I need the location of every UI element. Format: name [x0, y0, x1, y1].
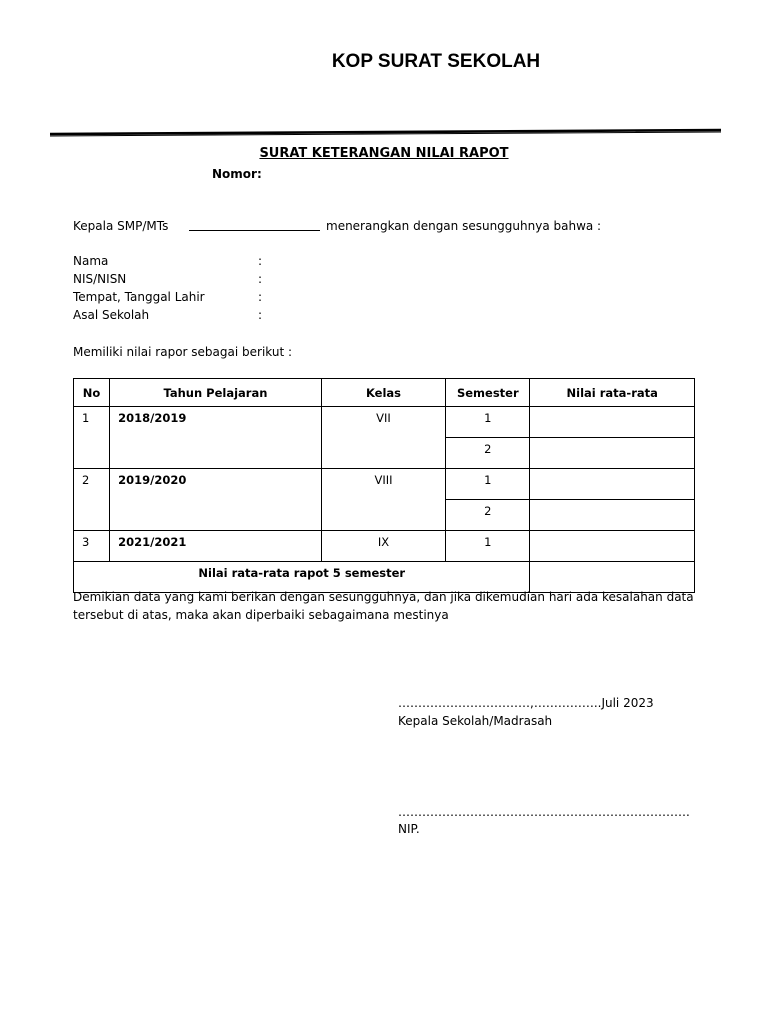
- header-nilai: Nilai rata-rata: [530, 379, 695, 407]
- cell-semester: 2: [446, 500, 530, 531]
- field-nama-colon: :: [258, 254, 263, 268]
- nomor-label: Nomor:: [212, 167, 262, 181]
- signatory-name-line: ……………………………………………………………….: [398, 805, 690, 819]
- cell-tahun: 2018/2019: [110, 407, 322, 469]
- table-row: [74, 407, 695, 438]
- letterhead-rule: [50, 125, 721, 141]
- cell-nilai: [530, 438, 695, 469]
- kepala-prefix: Kepala SMP/MTs: [73, 219, 169, 233]
- table-row: [74, 531, 695, 562]
- field-ttl-colon: :: [258, 290, 263, 304]
- cell-nilai: [530, 407, 695, 438]
- cell-tahun: 2019/2020: [110, 469, 322, 531]
- cell-no: 2: [74, 469, 110, 531]
- cell-nilai: [530, 500, 695, 531]
- field-asal-label: Asal Sekolah: [73, 308, 150, 322]
- cell-semester: 2: [446, 438, 530, 469]
- grades-intro: Memiliki nilai rapor sebagai berikut :: [73, 345, 293, 359]
- cell-kelas: IX: [321, 531, 445, 562]
- closing-paragraph: Demikian data yang kami berikan dengan sesungguhnya, dan jika dikemudian hari ada kesalahan data tersebut di atas, maka akan diperbaiki sebagaimana mestinya: [73, 590, 694, 622]
- cell-kelas: VII: [321, 407, 445, 469]
- cell-semester: 1: [446, 531, 530, 562]
- summary-label: Nilai rata-rata rapot 5 semester: [74, 562, 530, 593]
- field-nis-label: NIS/NISN: [73, 272, 127, 286]
- cell-nilai: [530, 531, 695, 562]
- field-asal-colon: :: [258, 308, 263, 322]
- letterhead-title: KOP SURAT SEKOLAH: [331, 51, 541, 72]
- cell-no: 3: [74, 531, 110, 562]
- letter-title: SURAT KETERANGAN NILAI RAPOT: [259, 146, 509, 161]
- header-semester: Semester: [446, 379, 530, 407]
- signatory-role: Kepala Sekolah/Madrasah: [398, 714, 553, 728]
- place-date-line: ……………………………,……………..Juli 2023: [398, 696, 654, 710]
- nip-label: NIP.: [398, 822, 420, 836]
- header-kelas: Kelas: [321, 379, 445, 407]
- grades-table: [73, 378, 695, 593]
- header-tahun: Tahun Pelajaran: [110, 379, 322, 407]
- table-header-row: [74, 379, 695, 407]
- kepala-suffix: menerangkan dengan sesungguhnya bahwa :: [326, 219, 602, 233]
- field-nis-colon: :: [258, 272, 263, 286]
- cell-no: 1: [74, 407, 110, 469]
- header-no: No: [74, 379, 110, 407]
- school-name-blank: [189, 230, 320, 232]
- cell-nilai: [530, 469, 695, 500]
- field-nama-label: Nama: [73, 254, 109, 268]
- field-ttl-label: Tempat, Tanggal Lahir: [73, 290, 205, 304]
- cell-semester: 1: [446, 407, 530, 438]
- cell-kelas: VIII: [321, 469, 445, 531]
- cell-tahun: 2021/2021: [110, 531, 322, 562]
- cell-semester: 1: [446, 469, 530, 500]
- table-row: [74, 469, 695, 500]
